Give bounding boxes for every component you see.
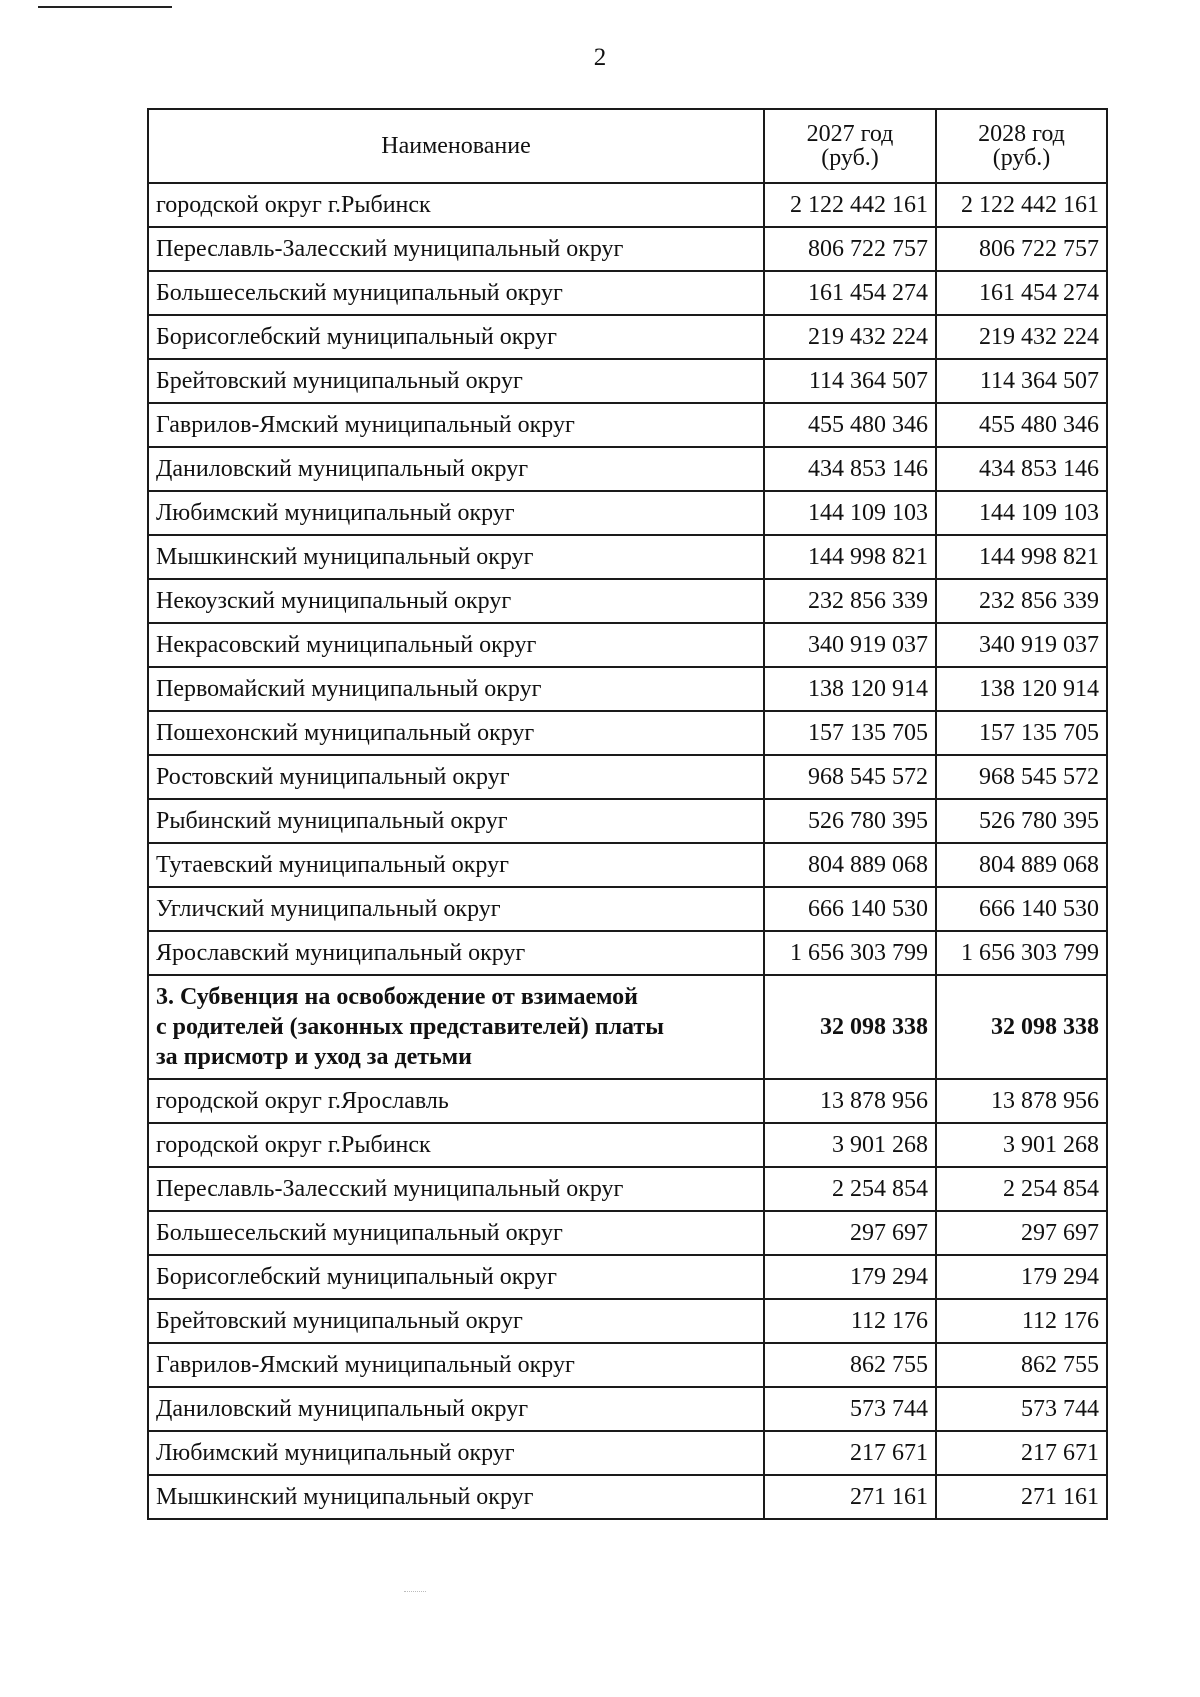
row-value-2028: 526 780 395 <box>936 799 1107 843</box>
table-row <box>148 711 1107 755</box>
row-name: Первомайский муниципальный округ <box>148 667 764 711</box>
row-name: Некрасовский муниципальный округ <box>148 623 764 667</box>
header-year-2028 <box>936 109 1107 183</box>
header-year-2028-unit: (руб.) <box>992 145 1051 171</box>
row-name: Рыбинский муниципальный округ <box>148 799 764 843</box>
header-year-2027 <box>764 109 936 183</box>
row-value-2028: 804 889 068 <box>936 843 1107 887</box>
row-value-2027: 114 364 507 <box>764 359 936 403</box>
section-3-row <box>148 975 1107 1079</box>
row-value-2028: 573 744 <box>936 1387 1107 1431</box>
row-value-2028: 112 176 <box>936 1299 1107 1343</box>
row-value-2027: 271 161 <box>764 1475 936 1519</box>
header-name: Наименование <box>148 109 764 183</box>
row-value-2027: 573 744 <box>764 1387 936 1431</box>
table-row <box>148 1475 1107 1519</box>
table-row <box>148 447 1107 491</box>
row-name: Даниловский муниципальный округ <box>148 1387 764 1431</box>
row-name: Гаврилов-Ямский муниципальный округ <box>148 403 764 447</box>
row-value-2027: 2 254 854 <box>764 1167 936 1211</box>
row-name: Пошехонский муниципальный округ <box>148 711 764 755</box>
row-value-2028: 3 901 268 <box>936 1123 1107 1167</box>
table-row <box>148 755 1107 799</box>
row-value-2027: 1 656 303 799 <box>764 931 936 975</box>
section-3-value-2028: 32 098 338 <box>936 975 1107 1079</box>
row-value-2028: 271 161 <box>936 1475 1107 1519</box>
table-row <box>148 491 1107 535</box>
row-value-2028: 179 294 <box>936 1255 1107 1299</box>
header-year-2028-label: 2028 год <box>978 121 1065 147</box>
row-value-2028: 862 755 <box>936 1343 1107 1387</box>
table-row <box>148 579 1107 623</box>
table-row <box>148 271 1107 315</box>
row-value-2028: 340 919 037 <box>936 623 1107 667</box>
section-3-title-line-1: 3. Субвенция на освобождение от взимаемой <box>156 984 638 1010</box>
table-header <box>148 109 1107 183</box>
section-3-title-line-3: за присмотр и уход за детьми <box>156 1044 472 1070</box>
row-value-2027: 232 856 339 <box>764 579 936 623</box>
row-name: Переславль-Залесский муниципальный округ <box>148 1167 764 1211</box>
row-value-2028: 968 545 572 <box>936 755 1107 799</box>
top-rule <box>38 6 172 8</box>
row-name: Ярославский муниципальный округ <box>148 931 764 975</box>
row-value-2027: 806 722 757 <box>764 227 936 271</box>
header-year-2027-unit: (руб.) <box>821 145 879 171</box>
row-value-2027: 157 135 705 <box>764 711 936 755</box>
table-row <box>148 1211 1107 1255</box>
row-value-2027: 297 697 <box>764 1211 936 1255</box>
row-name: Тутаевский муниципальный округ <box>148 843 764 887</box>
table-row <box>148 315 1107 359</box>
table-row <box>148 183 1107 227</box>
row-value-2027: 804 889 068 <box>764 843 936 887</box>
table-row <box>148 1387 1107 1431</box>
row-value-2027: 112 176 <box>764 1299 936 1343</box>
row-value-2027: 144 109 103 <box>764 491 936 535</box>
row-value-2028: 138 120 914 <box>936 667 1107 711</box>
row-name: Борисоглебский муниципальный округ <box>148 315 764 359</box>
row-value-2027: 455 480 346 <box>764 403 936 447</box>
row-value-2027: 138 120 914 <box>764 667 936 711</box>
table-body <box>148 183 1107 1519</box>
row-name: городской округ г.Рыбинск <box>148 1123 764 1167</box>
row-value-2028: 434 853 146 <box>936 447 1107 491</box>
header-year-2027-label: 2027 год <box>806 121 894 147</box>
row-value-2028: 217 671 <box>936 1431 1107 1475</box>
row-value-2028: 114 364 507 <box>936 359 1107 403</box>
table-row <box>148 1255 1107 1299</box>
row-name: Борисоглебский муниципальный округ <box>148 1255 764 1299</box>
table-row <box>148 1123 1107 1167</box>
table-row <box>148 931 1107 975</box>
header-row <box>148 109 1107 183</box>
row-value-2028: 1 656 303 799 <box>936 931 1107 975</box>
section-3-title-line-2: с родителей (законных представителей) платы <box>156 1014 664 1040</box>
table-row <box>148 227 1107 271</box>
row-name: Некоузский муниципальный округ <box>148 579 764 623</box>
table-row <box>148 667 1107 711</box>
table-row <box>148 843 1107 887</box>
table-row <box>148 623 1107 667</box>
row-value-2028: 806 722 757 <box>936 227 1107 271</box>
row-value-2027: 161 454 274 <box>764 271 936 315</box>
row-value-2028: 232 856 339 <box>936 579 1107 623</box>
row-value-2027: 144 998 821 <box>764 535 936 579</box>
row-value-2028: 157 135 705 <box>936 711 1107 755</box>
row-name: городской округ г.Ярославль <box>148 1079 764 1123</box>
table-row <box>148 799 1107 843</box>
row-value-2028: 219 432 224 <box>936 315 1107 359</box>
row-name: Любимский муниципальный округ <box>148 491 764 535</box>
row-name: Ростовский муниципальный округ <box>148 755 764 799</box>
row-name: Даниловский муниципальный округ <box>148 447 764 491</box>
row-value-2027: 2 122 442 161 <box>764 183 936 227</box>
page-number: 2 <box>593 44 607 71</box>
row-value-2027: 340 919 037 <box>764 623 936 667</box>
row-name: Мышкинский муниципальный округ <box>148 535 764 579</box>
table-row <box>148 887 1107 931</box>
row-name: Мышкинский муниципальный округ <box>148 1475 764 1519</box>
row-value-2028: 666 140 530 <box>936 887 1107 931</box>
table-row <box>148 535 1107 579</box>
row-value-2027: 526 780 395 <box>764 799 936 843</box>
row-name: Брейтовский муниципальный округ <box>148 1299 764 1343</box>
section-3-value-2027: 32 098 338 <box>764 975 936 1079</box>
table-row <box>148 1167 1107 1211</box>
row-value-2028: 297 697 <box>936 1211 1107 1255</box>
row-value-2027: 219 432 224 <box>764 315 936 359</box>
row-name: Большесельский муниципальный округ <box>148 271 764 315</box>
row-value-2028: 2 254 854 <box>936 1167 1107 1211</box>
row-name: Переславль-Залесский муниципальный округ <box>148 227 764 271</box>
row-value-2027: 179 294 <box>764 1255 936 1299</box>
row-value-2028: 2 122 442 161 <box>936 183 1107 227</box>
row-value-2028: 455 480 346 <box>936 403 1107 447</box>
row-value-2027: 862 755 <box>764 1343 936 1387</box>
table-row <box>148 359 1107 403</box>
table-row <box>148 1431 1107 1475</box>
table-row <box>148 1299 1107 1343</box>
section-3-title <box>148 975 764 1079</box>
table-row <box>148 1343 1107 1387</box>
table-row <box>148 1079 1107 1123</box>
table-row <box>148 403 1107 447</box>
row-value-2028: 144 109 103 <box>936 491 1107 535</box>
row-value-2028: 144 998 821 <box>936 535 1107 579</box>
row-value-2027: 434 853 146 <box>764 447 936 491</box>
row-value-2027: 666 140 530 <box>764 887 936 931</box>
row-name: Любимский муниципальный округ <box>148 1431 764 1475</box>
row-value-2028: 13 878 956 <box>936 1079 1107 1123</box>
row-name: Угличский муниципальный округ <box>148 887 764 931</box>
row-value-2027: 217 671 <box>764 1431 936 1475</box>
row-name: городской округ г.Рыбинск <box>148 183 764 227</box>
row-name: Брейтовский муниципальный округ <box>148 359 764 403</box>
subsidy-table <box>147 108 1108 1520</box>
row-value-2027: 968 545 572 <box>764 755 936 799</box>
row-value-2028: 161 454 274 <box>936 271 1107 315</box>
row-value-2027: 3 901 268 <box>764 1123 936 1167</box>
scan-artifact <box>404 1591 426 1592</box>
row-value-2027: 13 878 956 <box>764 1079 936 1123</box>
row-name: Гаврилов-Ямский муниципальный округ <box>148 1343 764 1387</box>
row-name: Большесельский муниципальный округ <box>148 1211 764 1255</box>
